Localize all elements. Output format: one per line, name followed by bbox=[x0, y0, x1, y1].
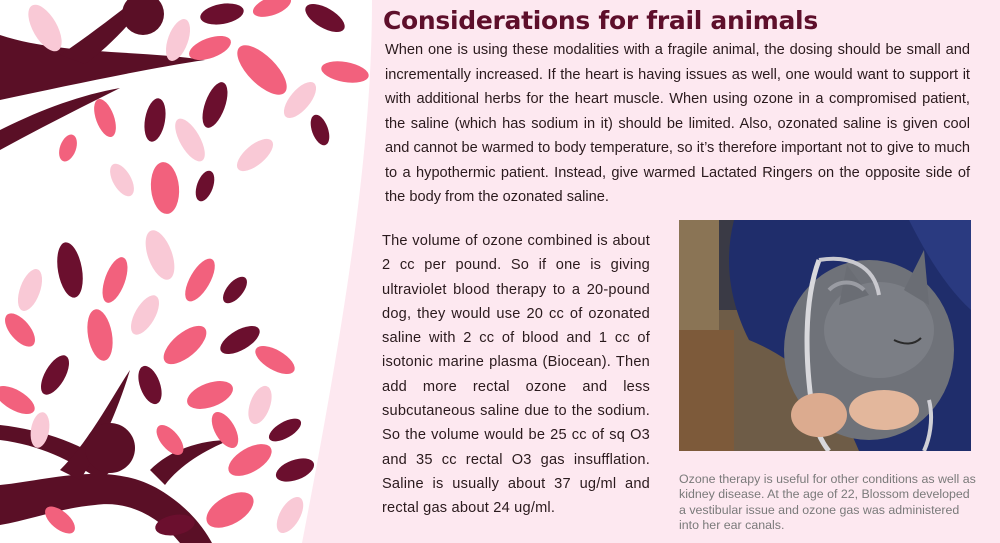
photo-caption: Ozone therapy is useful for other conditions as well as kidney disease. At the age of 22, Blossom developed a vestibular issue and ozone gas was administered into her ear canals. bbox=[679, 472, 976, 533]
intro-paragraph: When one is using these modalities with a fragile animal, the dosing should be small and incrementally increased. If the heart is having issues as well, one would want to support it with additional herbs for the heart muscle. When using ozone in a compromised patient, the saline (which has sodium in it) should be limited. Also, ozonated saline is given cool and cannot be warmed to body temperature, so it’s therefore important not to give to much to a hypothermic patient. Instead, give warmed Lactated Ringers on the opposite side of the body from the ozonated saline. bbox=[385, 42, 970, 205]
article-title: Considerations for frail animals bbox=[383, 6, 818, 35]
cat-photo bbox=[679, 220, 971, 451]
dosage-paragraph: The volume of ozone combined is about 2 cc per pound. So if one is giving ultraviolet blood therapy to a 20-pound dog, they would use 20 cc of ozonated saline with 2 cc of blood and 1 cc of isotonic marine plasma (Biocean). Then add more rectal ozone and less subcutaneous saline due to the sodium. So the volume would be 25 cc of sq O3 and 35 cc rectal O3 gas insufflation. Saline is usually about 37 ug/ml and rectal gas about 24 ug/ml. bbox=[382, 233, 650, 517]
hand bbox=[791, 393, 847, 437]
hand bbox=[849, 390, 919, 430]
